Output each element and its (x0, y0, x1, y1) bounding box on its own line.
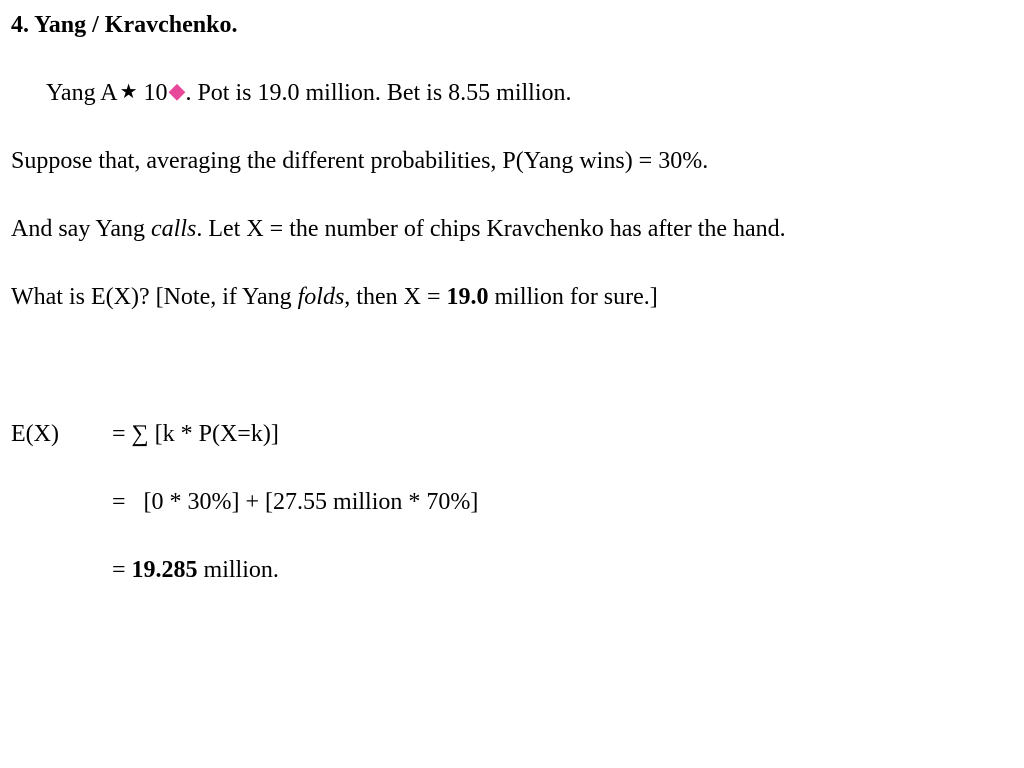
question-mid: , then X = (344, 284, 447, 310)
hand-rest: . Pot is 19.0 million. Bet is 8.55 million. (185, 80, 572, 106)
call-italic: calls (151, 216, 197, 242)
calc-step-3-pre: = (112, 557, 132, 583)
calc-step-3 (112, 556, 279, 584)
call-line (11, 215, 786, 243)
question-post: million for sure.] (488, 284, 658, 310)
call-post: . Let X = the number of chips Kravchenko has after the hand. (196, 216, 786, 242)
calc-step-3-bold: 19.285 (131, 557, 198, 583)
calc-step-3-post: million. (197, 557, 279, 583)
calc-step-1: = ∑ [k * P(X=k)] (112, 421, 279, 447)
question-pre: What is E(X)? [Note, if Yang (11, 284, 298, 310)
question-bold: 19.0 (446, 284, 489, 310)
question-italic: folds (297, 284, 345, 310)
probability-line: Suppose that, averaging the different probabilities, P(Yang wins) = 30%. (11, 148, 709, 174)
diamond-icon: ◆ (168, 79, 186, 104)
hand-player: Yang A (46, 80, 118, 106)
question-line (11, 283, 658, 311)
hand-card2: 10 (143, 80, 168, 106)
call-pre: And say Yang (11, 216, 152, 242)
calc-step-2: = [0 * 30%] + [27.55 million * 70%] (112, 489, 479, 515)
calc-label: E(X) (11, 421, 59, 447)
hand-line (46, 79, 572, 108)
star-icon: ★ (119, 79, 138, 103)
problem-heading: 4. Yang / Kravchenko. (11, 12, 238, 38)
